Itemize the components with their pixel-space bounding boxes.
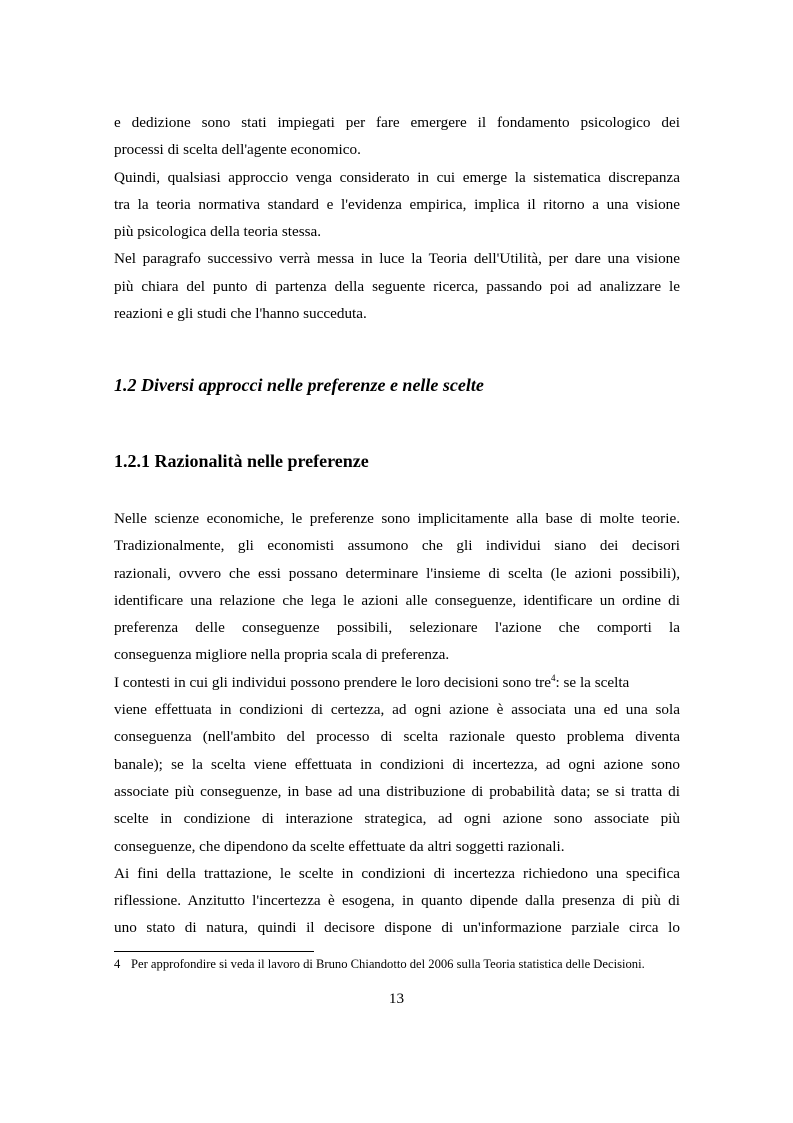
text-line: Nelle scienze economiche, le preferenze sono implicitamente alla base di molte teorie. xyxy=(114,510,680,527)
text-line: associate più conseguenze, in base ad una distribuzione di probabilità data; se si tratta di xyxy=(114,782,680,800)
text-line: conseguenze, che dipendono da scelte effettuate da altri soggetti razionali. xyxy=(114,837,565,855)
text-line: processi di scelta dell'agente economico. xyxy=(114,141,361,159)
text-line: tra la teoria normativa standard e l'evidenza empirica, implica il ritorno a una visione xyxy=(114,195,680,213)
text-line: viene effettuata in condizioni di certezza, ad ogni azione è associata una ed una sola xyxy=(114,701,680,719)
text-line: razionali, ovvero che essi possano determinare l'insieme di scelta (le azioni possibili), xyxy=(114,564,680,582)
body-paragraphs xyxy=(114,505,680,942)
text-line: preferenza delle conseguenze possibili, selezionare l'azione che comporti la xyxy=(114,619,680,637)
text-line: riflessione. Anzitutto l'incertezza è esogena, in quanto dipende dalla presenza di più di xyxy=(114,892,680,910)
footnote-number: 4 xyxy=(114,957,121,971)
text-line: e dedizione sono stati impiegati per fare emergere il fondamento psicologico dei xyxy=(114,114,680,131)
text-line: Quindi, qualsiasi approccio venga considerato in cui emerge la sistematica discrepanza xyxy=(114,168,680,186)
text-line: più psicologica della teoria stessa. xyxy=(114,223,322,241)
subsection-heading: 1.2.1 Razionalità nelle preferenze xyxy=(114,451,369,471)
text-line: identificare una relazione che lega le azioni alle conseguenze, identificare un ordine di xyxy=(114,591,680,609)
text-line: Tradizionalmente, gli economisti assumono che gli individui siano dei decisori xyxy=(114,537,680,555)
footnote-divider xyxy=(114,951,314,952)
text-line: Nel paragrafo successivo verrà messa in luce la Teoria dell'Utilità, per dare una visione xyxy=(114,250,680,268)
text-line: banale); se la scelta viene effettuata in condizioni di incertezza, ad ogni azione sono xyxy=(114,755,680,773)
text-segment: I contesti in cui gli individui possono prendere le loro decisioni sono tre xyxy=(114,673,551,691)
text-line: scelte in condizione di interazione strategica, ad ogni azione sono associate più xyxy=(114,810,680,828)
intro-paragraphs xyxy=(114,109,680,327)
text-line: conseguenza migliore nella propria scala di preferenza. xyxy=(114,646,450,664)
text-line: più chiara del punto di partenza della seguente ricerca, passando poi ad analizzare le xyxy=(114,277,680,295)
text-segment: : se la scelta xyxy=(555,673,630,691)
page-number: 13 xyxy=(388,990,405,1007)
section-heading: 1.2 Diversi approcci nelle preferenze e nelle scelte xyxy=(114,375,484,395)
text-line: Ai fini della trattazione, le scelte in condizioni di incertezza richiedono una specifica xyxy=(114,864,680,882)
footnote-text: Per approfondire si veda il lavoro di Bruno Chiandotto del 2006 sulla Teoria statistica delle Decisioni. xyxy=(131,957,645,971)
text-line: uno stato di natura, quindi il decisore dispone di un'informazione parziale circa lo xyxy=(114,919,680,937)
footnote xyxy=(114,957,680,972)
text-line-with-footnote xyxy=(114,669,680,696)
text-line: conseguenza (nell'ambito del processo di scelta razionale questo problema diventa xyxy=(114,728,680,746)
text-line: reazioni e gli studi che l'hanno succeduta. xyxy=(114,305,367,323)
footnote-reference[interactable]: 4 xyxy=(550,672,556,683)
